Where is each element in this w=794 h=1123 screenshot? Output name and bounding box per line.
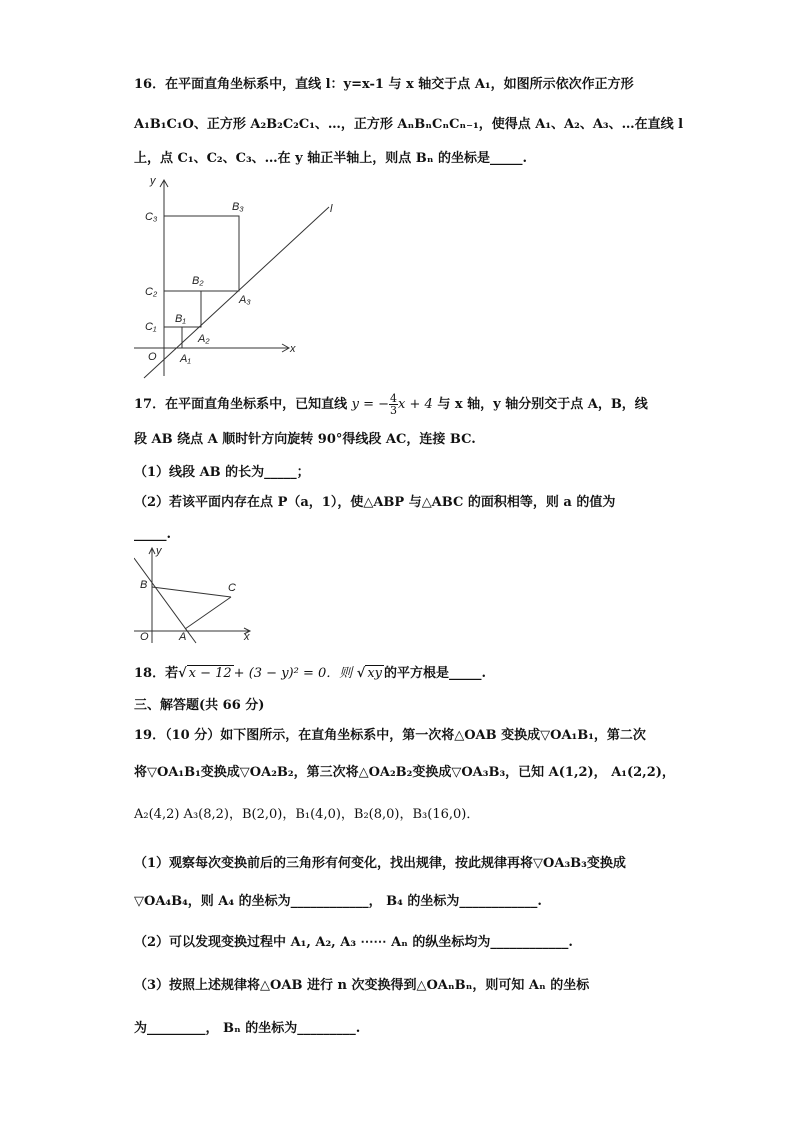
q18-sqrt2: xy [367,666,383,681]
q17-figure [134,543,259,646]
q16-label-y: y [150,175,156,187]
q19-line1: 19．（10 分）如下图所示，在直角坐标系中，第一次将△OAB 变换成▽OA₁B₁，第二次 [134,728,646,743]
q16-label-C2: C₂ [145,286,158,298]
q16-label-x: x [290,343,296,355]
q16-label-A3: A₃ [239,294,251,306]
q17-segment-ac [185,597,231,629]
q18-prefix: 18．若 [134,666,179,681]
q16-line-l [144,207,329,378]
q19-part1-line2: ▽OA₄B₄，则 A₄ 的坐标为____________， B₄ 的坐标为____________. [134,894,542,909]
q17-eq-left: y = − [351,397,390,412]
q16-label-A1: A₁ [180,353,191,365]
q17-part2: （2）若该平面内存在点 P（a，1），使△ABP 与△ABC 的面积相等，则 a 的值为 [134,495,616,510]
q19-part1-line1: （1）观察每次变换前后的三角形有何变化，找出规律，按此规律再将▽OA₃B₃变换成 [134,856,626,871]
q17-label-C: C [228,582,236,594]
q17-label-B: B [140,579,148,591]
q17-part1: （1）线段 AB 的长为_____； [134,465,310,480]
q17-line1-end: 与 x 轴，y 轴分别交于点 A，B，线 [437,397,648,412]
q17-line1 [134,393,648,416]
q17-frac-den: 3 [390,404,398,417]
q17-eq-right: x + 4 [398,397,433,412]
q17-frac-num: 4 [390,392,398,405]
q19-line2: 将▽OA₁B₁变换成▽OA₂B₂，第三次将△OA₂B₂变换成▽OA₃B₃，已知 A(1,2)， A₁(2,2)， [134,765,675,780]
q17-label-x: x [244,631,250,643]
q16-line1: 16．在平面直角坐标系中，直线 l：y=x-1 与 x 轴交于点 A₁，如图所示依次作正方形 [134,77,634,92]
q17-part2-end: _____. [134,527,172,542]
q16-label-C3: C₃ [145,211,158,223]
q16-line3: 上，点 C₁、C₂、C₃、…在 y 轴正半轴上，则点 Bₙ 的坐标是_____. [134,151,528,166]
q19-part3-line1: （3）按照上述规律将△OAB 进行 n 次变换得到△OAₙBₙ，则可知 Aₙ 的坐标 [134,978,590,993]
q16-label-B2: B₂ [192,275,204,287]
q16-label-C1: C₁ [145,321,157,333]
q17-segment-bc [152,587,231,597]
q17-label-A: A [179,631,187,643]
q18-sqrt1: x − 12 [188,666,232,681]
q16-line2: A₁B₁C₁O、正方形 A₂B₂C₂C₁、…，正方形 AₙBₙCₙCₙ₋₁，使得点 A₁、A₂、A₃、…在直线 l [134,117,684,132]
q17-label-O: O [140,631,149,643]
q18-suffix: 的平方根是_____. [384,666,487,681]
q17-label-y: y [156,545,162,557]
q16-label-O: O [148,351,157,363]
q17-line2: 段 AB 绕点 A 顺时针方向旋转 90°得线段 AC，连接 BC. [134,432,476,447]
q16-label-A2: A₂ [198,333,210,345]
q19-part2: （2）可以发现变换过程中 A₁, A₂, A₃ ⋯⋯ Aₙ 的纵坐标均为____________. [134,935,573,950]
q17-fraction [389,393,398,416]
q17-line1-start: 17．在平面直角坐标系中，已知直线 [134,397,348,412]
q16-label-l: l [330,203,333,215]
q16-figure [134,170,354,385]
q16-label-B3: B₃ [232,201,244,213]
q19-line3: A₂(4,2) A₃(8,2)，B(2,0)，B₁(4,0)，B₂(8,0)，B₃(16,0)． [134,807,480,822]
q18-mid: + (3 − y)² = 0．则 [233,666,353,681]
q16-label-B1: B₁ [175,313,186,325]
section-heading: 三、解答题(共 66 分) [134,698,265,713]
q18-line: 18．若√ x − 12 + (3 − y)² = 0．则 √ xy 的平方根是_____. [134,666,487,681]
q19-part3-line2: 为_________， Bₙ 的坐标为_________. [134,1021,361,1036]
